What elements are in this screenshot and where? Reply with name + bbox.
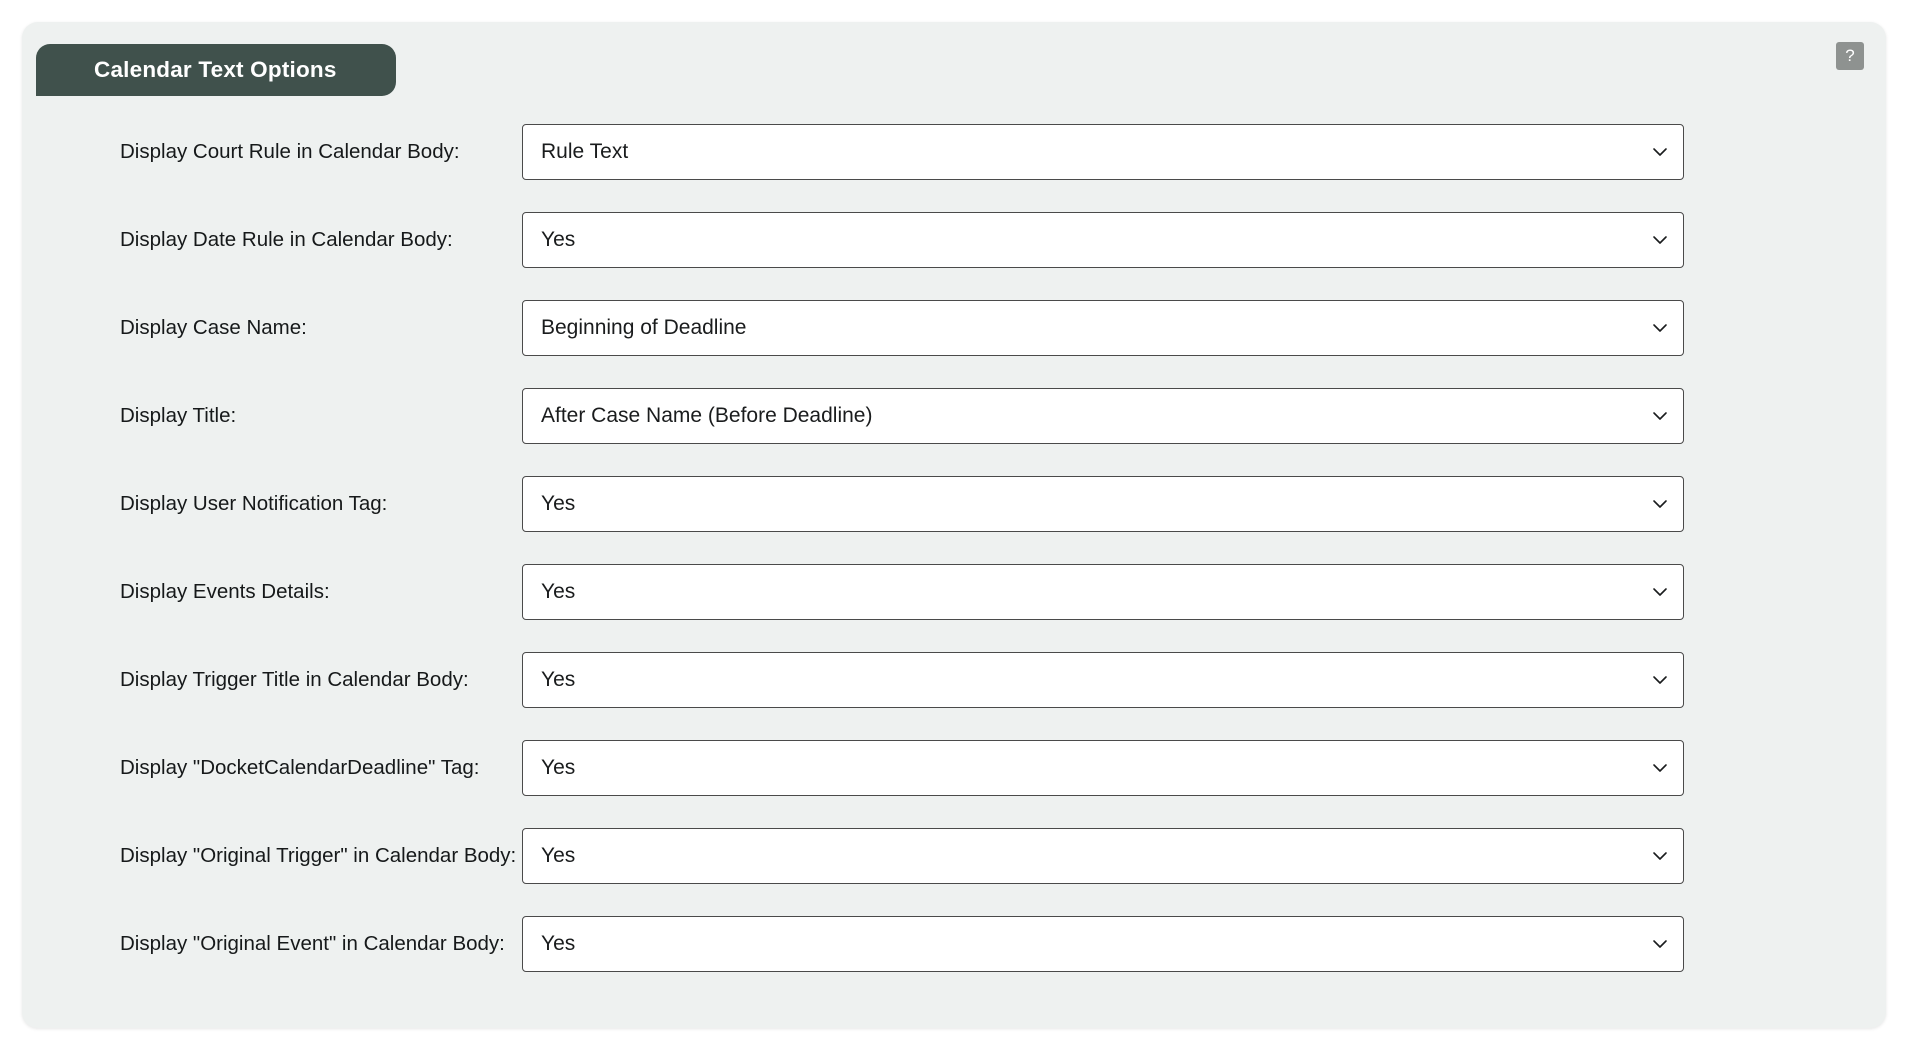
select-original-trigger[interactable]: Yes <box>522 828 1684 884</box>
field-control-trigger-title <box>522 652 1684 708</box>
field-control-events-details <box>522 564 1684 620</box>
select-trigger-title[interactable]: Yes <box>522 652 1684 708</box>
field-label-events-details: Display Events Details: <box>120 580 330 603</box>
help-icon[interactable]: ? <box>1836 42 1864 70</box>
form-row <box>22 372 1886 460</box>
field-label-original-trigger: Display "Original Trigger" in Calendar Body: <box>120 844 517 867</box>
field-label-date-rule: Display Date Rule in Calendar Body: <box>120 228 453 251</box>
calendar-text-options-panel <box>22 22 1886 1028</box>
form-row <box>22 812 1886 900</box>
form-row <box>22 460 1886 548</box>
form-row <box>22 196 1886 284</box>
field-control-original-trigger <box>522 828 1684 884</box>
field-control-user-notification-tag <box>522 476 1684 532</box>
select-title[interactable]: After Case Name (Before Deadline) <box>522 388 1684 444</box>
field-label-court-rule: Display Court Rule in Calendar Body: <box>120 140 460 163</box>
form-row <box>22 108 1886 196</box>
select-case-name[interactable]: Beginning of Deadline <box>522 300 1684 356</box>
options-form <box>22 108 1886 988</box>
field-label-title: Display Title: <box>120 404 237 427</box>
field-control-original-event <box>522 916 1684 972</box>
panel-title: Calendar Text Options <box>94 57 337 82</box>
field-control-court-rule <box>522 124 1684 180</box>
panel-tab-calendar-text-options[interactable] <box>36 44 396 96</box>
field-control-docketcalendardeadline-tag <box>522 740 1684 796</box>
field-label-docketcalendardeadline-tag: Display "DocketCalendarDeadline" Tag: <box>120 756 480 779</box>
select-docketcalendardeadline-tag[interactable]: Yes <box>522 740 1684 796</box>
select-original-event[interactable]: Yes <box>522 916 1684 972</box>
select-date-rule[interactable]: Yes <box>522 212 1684 268</box>
form-row <box>22 284 1886 372</box>
field-control-date-rule <box>522 212 1684 268</box>
form-row <box>22 548 1886 636</box>
select-user-notification-tag[interactable]: Yes <box>522 476 1684 532</box>
field-label-trigger-title: Display Trigger Title in Calendar Body: <box>120 668 469 691</box>
form-row <box>22 900 1886 988</box>
field-label-case-name: Display Case Name: <box>120 316 307 339</box>
field-label-user-notification-tag: Display User Notification Tag: <box>120 492 388 515</box>
field-control-case-name <box>522 300 1684 356</box>
select-events-details[interactable]: Yes <box>522 564 1684 620</box>
select-court-rule[interactable]: Rule Text <box>522 124 1684 180</box>
form-row <box>22 636 1886 724</box>
field-label-original-event: Display "Original Event" in Calendar Body: <box>120 932 505 955</box>
field-control-title <box>522 388 1684 444</box>
form-row <box>22 724 1886 812</box>
